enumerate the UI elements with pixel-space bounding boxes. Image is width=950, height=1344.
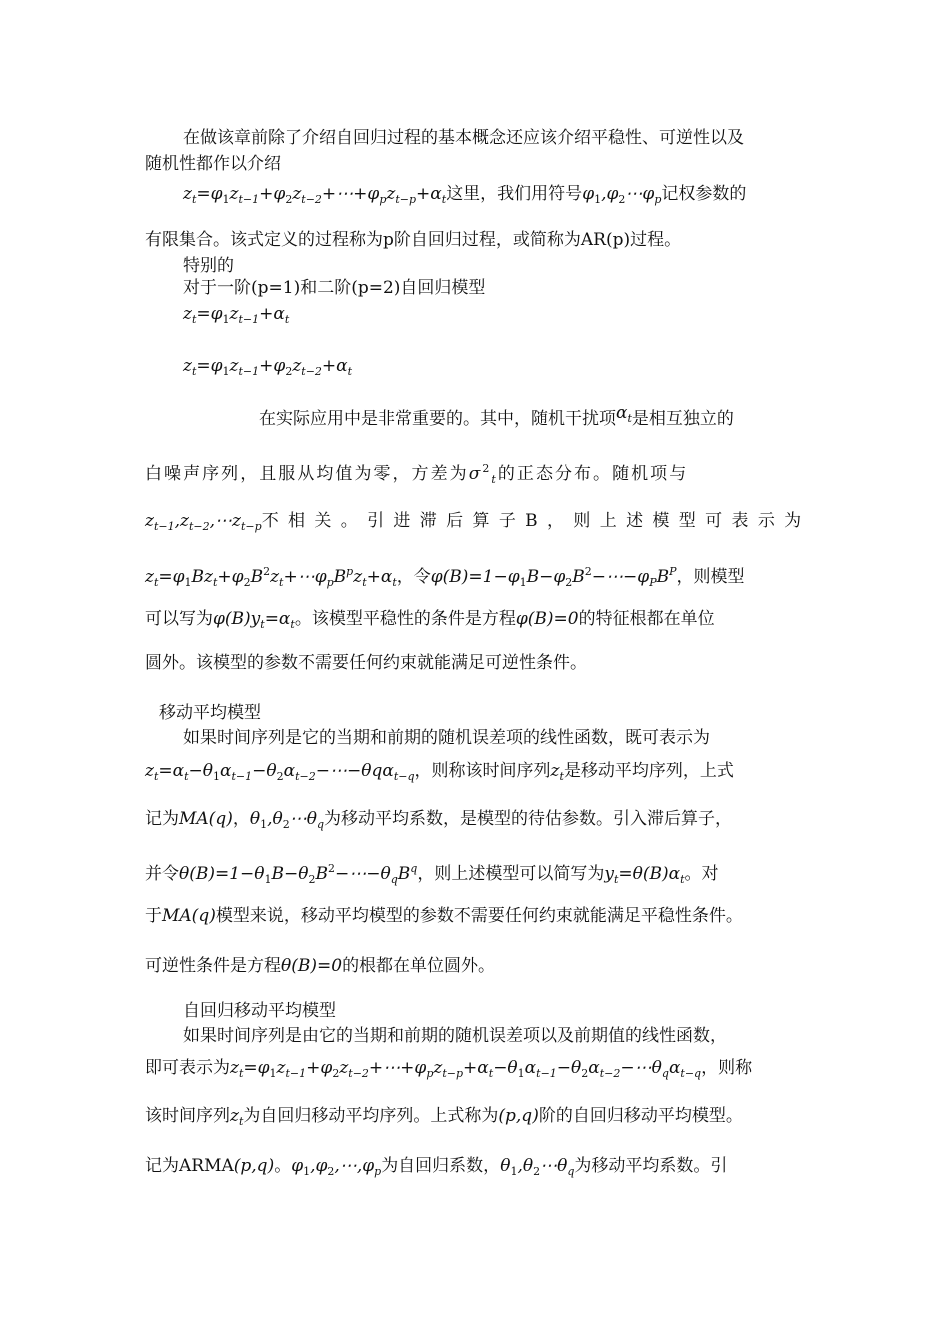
ma-q-label-2: MA(q) xyxy=(162,906,216,926)
arma-line-4: 记为ARMA(p,q)。$\varphi_1,\varphi_2,\cdots,\varphi_p$为自回归系数，$\theta_1,\theta_2\cdots\theta_q$为移动平均系数。引 xyxy=(145,1156,728,1178)
phi-list: $\varphi_1,\varphi_2,\cdots,\varphi_p$ xyxy=(291,1156,382,1178)
z-t-symbol-2: $z_t$ xyxy=(230,1106,244,1128)
ma-line-2: $z_t=\alpha_t-\theta_1\alpha_{t-1}-\theta_2\alpha_{t-2}-\cdots-\theta q\alpha_{t-q}$，则称该时间序列$z_t$是移动平均序列，上式 xyxy=(145,761,734,783)
first-second-order-label: 对于一阶(p=1)和二阶(p=2)自回归模型 xyxy=(183,278,486,298)
practical-line-4: $z_t=\varphi_1Bz_t+\varphi_2B^2z_t+\cdots\varphi_pB^pz_t+\alpha_t$，令$\varphi(B)=1-\varphi_1B-\varphi_2B^2-\cdots-\varphi_PB^P$，则模型 xyxy=(145,565,745,589)
practical-line-3: $z_{t-1},z_{t-2},\cdots z_{t-p}$不相关。引进滞后算子B，则上述模型可表示为 xyxy=(145,511,811,533)
ma-q-label: MA(q) xyxy=(179,809,233,829)
phi-b-zero: φ(B)=0 xyxy=(515,609,579,629)
ma-q-equation: $z_t=\alpha_t-\theta_1\alpha_{t-1}-\theta_2\alpha_{t-2}-\cdots-\theta q\alpha_{t-q}$ xyxy=(145,761,415,783)
theta-b-zero: θ(B)=0 xyxy=(281,956,343,976)
theta-b-definition: $\theta(B)=1-\theta_1B-\theta_2B^2-\cdots-\theta_qB^q$ xyxy=(179,862,418,886)
phi-b-definition: $\varphi(B)=1-\varphi_1B-\varphi_2B^2-\cdots-\varphi_PB^P$ xyxy=(430,565,677,589)
param-symbols: $\varphi_1,\varphi_2\cdots\varphi_p$ xyxy=(582,184,662,206)
arma-line-2: 即可表示为$z_t=\varphi_1z_{t-1}+\varphi_2z_{t-2}+\cdots+\varphi_pz_{t-p}+\alpha_t-\theta_1\alpha_{t-1}-\theta_2\alpha_{t-2}-\cdots\theta_q\alpha_{t-q}$，则称 xyxy=(145,1058,753,1080)
phi-b-model: $\varphi(B)y_t=\alpha_t$ xyxy=(213,609,295,631)
ar2-equation: $z_t=\varphi_1z_{t-1}+\varphi_2z_{t-2}+\alpha_t$ xyxy=(183,356,353,378)
ma-line-5: 于MA(q)模型来说，移动平均模型的参数不需要任何约束就能满足平稳性条件。 xyxy=(145,906,743,926)
ma-line-3: 记为MA(q)，$\theta_1,\theta_2\cdots\theta_q$为移动平均系数，是模型的待估参数。引入滞后算子， xyxy=(145,809,733,831)
ma-line-4: 并令$\theta(B)=1-\theta_1B-\theta_2B^2-\cdots-\theta_qB^q$，则上述模型可以简写为$y_t=\theta(B)\alpha_t$。对 xyxy=(145,862,719,886)
practical-line-1: 在实际应用中是非常重要的。其中，随机干扰项$\alpha_t$是相互独立的 xyxy=(259,403,734,429)
special-label: 特别的 xyxy=(183,256,234,276)
theta-list: $\theta_1,\theta_2\cdots\theta_q$ xyxy=(500,1156,575,1178)
arma-equation: $z_t=\varphi_1z_{t-1}+\varphi_2z_{t-2}+\cdots+\varphi_pz_{t-p}+\alpha_t-\theta_1\alpha_{t-1}-\theta_2\alpha_{t-2}-\cdots\theta_q\alpha_{t-q}$ xyxy=(230,1058,702,1080)
ar-p-equation: $z_t=\varphi_1z_{t-1}+\varphi_2z_{t-2}+\cdots+\varphi_pz_{t-p}+\alpha_t$ xyxy=(183,184,447,206)
theta-b-model: $y_t=\theta(B)\alpha_t$ xyxy=(604,864,685,886)
p-q-order: (p,q) xyxy=(498,1106,539,1126)
ar1-equation: $z_t=\varphi_1z_{t-1}+\alpha_t$ xyxy=(183,304,290,326)
ma-line-1: 如果时间序列是它的当期和前期的随机误差项的线性函数，既可表示为 xyxy=(183,728,710,748)
ar-definition-line-2: 有限集合。该式定义的过程称为p阶自回归过程，或简称为AR(p)过程。 xyxy=(145,230,682,250)
intro-line-1: 在做该章前除了介绍自回归过程的基本概念还应该介绍平稳性、可逆性以及 xyxy=(183,128,744,148)
arma-line-3: 该时间序列$z_t$为自回归移动平均序列。上式称为(p,q)阶的自回归移动平均模型。 xyxy=(145,1106,743,1128)
practical-line-5: 可以写为$\varphi(B)y_t=\alpha_t$。该模型平稳性的条件是方程φ(B)=0的特征根都在单位 xyxy=(145,609,715,631)
ma-line-6: 可逆性条件是方程θ(B)=0的根都在单位圆外。 xyxy=(145,956,496,976)
arma-line-1: 如果时间序列是由它的当期和前期的随机误差项以及前期值的线性函数， xyxy=(183,1026,727,1046)
theta-symbols: $\theta_1,\theta_2\cdots\theta_q$ xyxy=(249,809,325,831)
lagged-z-symbols: $z_{t-1},z_{t-2},\cdots z_{t-p}$ xyxy=(145,511,262,533)
alpha-t-symbol: $\alpha_t$ xyxy=(616,403,632,425)
practical-line-2: 白噪声序列，且服从均值为零，方差为$\sigma^2_t$的正态分布。随机项与 xyxy=(145,462,689,486)
z-t-symbol: $z_t$ xyxy=(550,761,564,783)
arma-heading: 自回归移动平均模型 xyxy=(183,1001,336,1021)
sigma-squared-symbol: $\sigma^2_t$ xyxy=(468,462,498,486)
ma-heading: 移动平均模型 xyxy=(159,703,261,723)
ar-definition-line: $z_t=\varphi_1z_{t-1}+\varphi_2z_{t-2}+\cdots+\varphi_pz_{t-p}+\alpha_t$这里，我们用符号$\varphi_1,\varphi_2\cdots\varphi_p$记权参数的 xyxy=(183,184,747,206)
intro-line-2: 随机性都作以介绍 xyxy=(145,154,281,174)
practical-line-6: 圆外。该模型的参数不需要任何约束就能满足可逆性条件。 xyxy=(145,653,587,673)
ar-lag-equation: $z_t=\varphi_1Bz_t+\varphi_2B^2z_t+\cdots\varphi_pB^pz_t+\alpha_t$ xyxy=(145,565,397,589)
arma-p-q: (p,q) xyxy=(233,1156,275,1176)
